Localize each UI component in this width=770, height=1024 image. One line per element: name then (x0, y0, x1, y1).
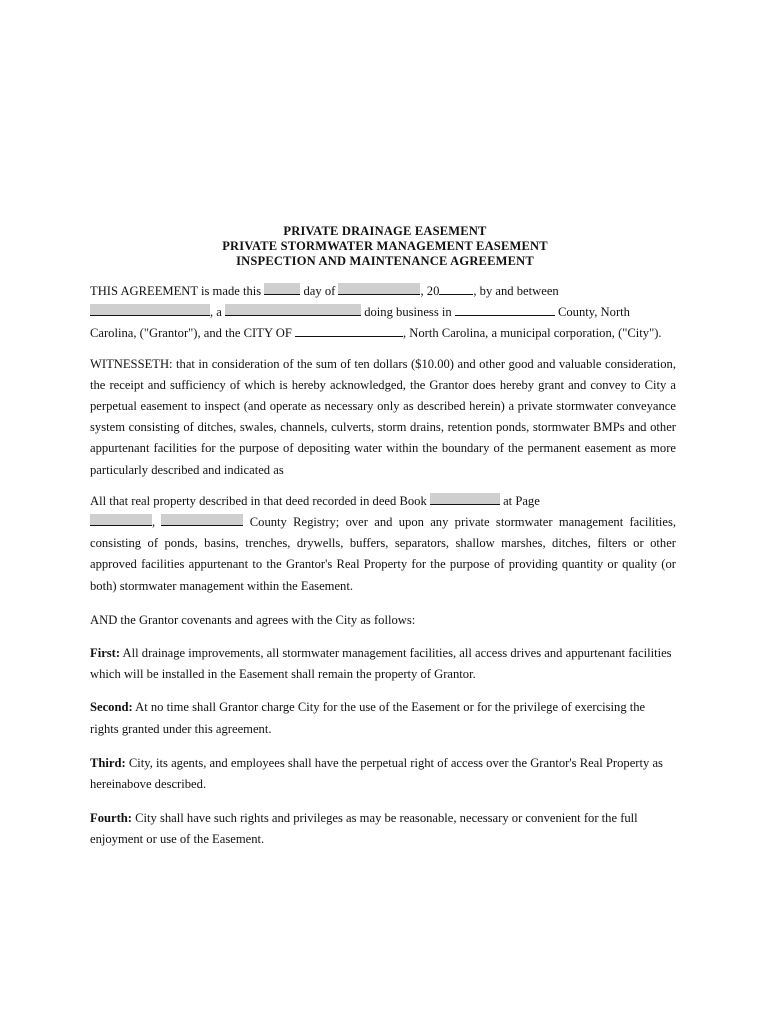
covenant-third (90, 753, 676, 795)
city-name-field[interactable] (295, 325, 403, 337)
covenant-text: At no time shall Grantor charge City for the use of the Easement or for the privilege of exercising the rights granted under this agreement. (90, 700, 646, 736)
agreement-text: , by and between (473, 284, 559, 298)
grantor-name-field[interactable] (90, 304, 210, 316)
covenant-second (90, 697, 676, 739)
covenant-fourth (90, 808, 676, 850)
covenant-text: All drainage improvements, all stormwater management facilities, all access drives and appurtenant facilities which will be installed in the Easement shall remain the property of Grantor. (90, 646, 672, 682)
agreement-text: Carolina, ("Grantor"), and the CITY OF (90, 326, 292, 341)
covenant-text: City, its agents, and employees shall have the perpetual right of access over the Grantor's Real Property as hereinabove described. (90, 755, 663, 792)
title-line-2: PRIVATE STORMWATER MANAGEMENT EASEMENT (222, 239, 548, 253)
agreement-text: , North Carolina, a municipal corporation, ("City"). (402, 326, 662, 341)
month-field[interactable] (338, 283, 420, 295)
registry-county-field[interactable] (161, 514, 243, 526)
year-field[interactable] (439, 283, 473, 295)
agreement-text: day of (303, 284, 336, 298)
agreement-text: , a (210, 305, 222, 320)
witnesseth-paragraph: WITNESSETH: that in consideration of the sum of ten dollars ($10.00) and other good and valuable consideration, the receipt and sufficiency of which is hereby acknowledged, the Grantor does hereby grant and convey to City a perpetual easement to inspect (and operate as necessary only as described herein) a private stormwater conveyance system consisting of ditches, swales, channels, culverts, storm drains, retention ponds, stormwater BMPs and other appurtenant facilities for the purpose of depositing water within the boundary of the permanent easement as more particularly described and indicated as (90, 356, 676, 477)
agreement-text: doing business in (364, 305, 452, 320)
entity-type-field[interactable] (225, 304, 361, 316)
page-field[interactable] (90, 514, 152, 526)
property-text: , (152, 515, 156, 530)
property-text: County Registry; over and upon any private stormwater management facilities, consisting of ponds, basins, trenches, drywells, buffers, separators, shallow marshes, ditches, filters or other approved facilities appurtenant to the Grantor's Real Property for the purpose of providing quantity or quality (or both) stormwater management within the Easement. (90, 515, 676, 593)
property-text: at Page (503, 493, 540, 508)
agreement-text: County, North (557, 305, 630, 320)
agreement-text: THIS AGREEMENT is made this (90, 284, 262, 298)
title-line-3: INSPECTION AND MAINTENANCE AGREEMENT (236, 254, 534, 268)
document-title (0, 224, 770, 269)
property-text: All that real property described in that deed recorded in deed Book (90, 493, 427, 508)
county-field[interactable] (455, 304, 555, 316)
covenant-label: First: (90, 646, 121, 661)
covenant-text: City shall have such rights and privileges as may be reasonable, necessary or convenient for the full enjoyment or use of the Easement. (90, 811, 638, 847)
document-body (90, 281, 676, 851)
covenants-intro: AND the Grantor covenants and agrees with the City as follows: (90, 612, 416, 627)
covenant-label: Third: (90, 755, 126, 770)
property-paragraph (90, 491, 676, 597)
covenant-label: Fourth: (90, 811, 132, 826)
agreement-text: , 20 (420, 284, 440, 298)
deed-book-field[interactable] (430, 493, 500, 505)
day-field[interactable] (264, 283, 300, 295)
covenant-label: Second: (90, 700, 133, 715)
title-line-1: PRIVATE DRAINAGE EASEMENT (283, 224, 487, 238)
agreement-paragraph (90, 281, 676, 345)
covenant-first (90, 643, 676, 685)
